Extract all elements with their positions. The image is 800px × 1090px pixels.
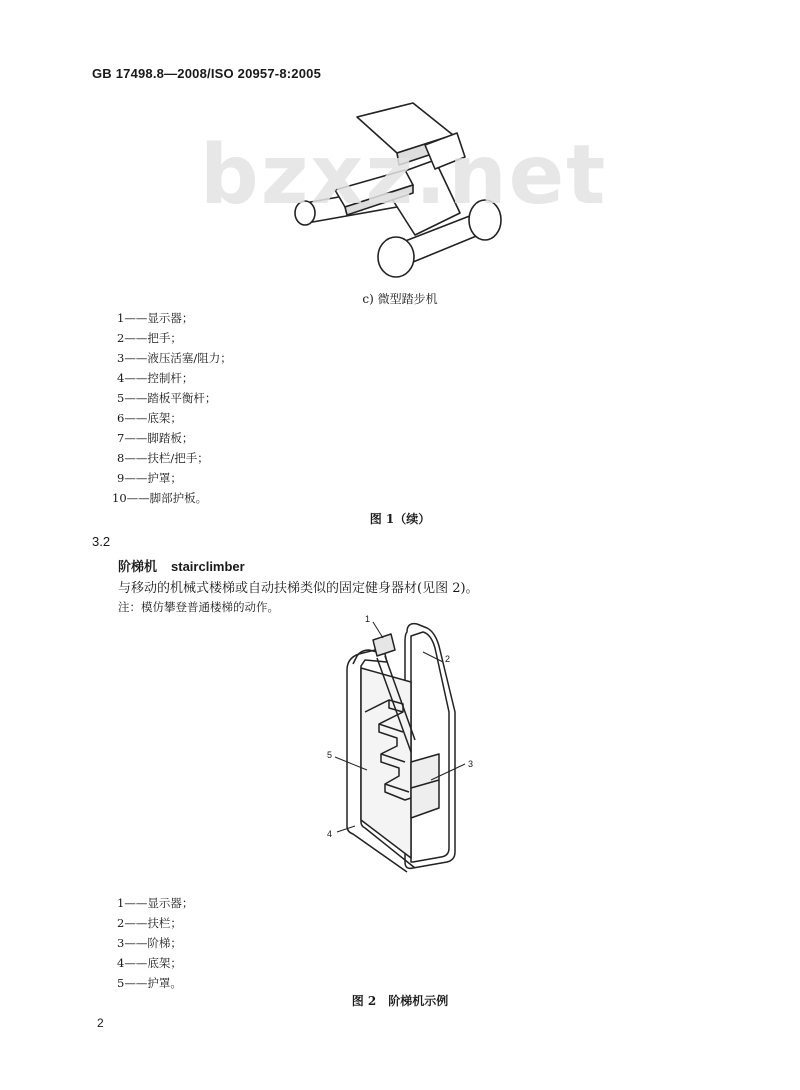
legend-item: 10——脚部护板。	[112, 491, 208, 505]
section-number: 3.2	[92, 534, 111, 549]
term-definition: 与移动的机械式楼梯或自动扶梯类似的固定健身器材(见图 2)。	[118, 581, 479, 596]
legend-item: 9——护罩；	[117, 471, 182, 485]
callout-3: 3	[468, 759, 474, 769]
legend-item: 5——护罩。	[117, 976, 182, 990]
legend-item: 1——显示器；	[117, 896, 194, 910]
legend-item: 4——底架；	[117, 956, 182, 970]
term-note: 注：模仿攀登普通楼梯的动作。	[118, 600, 279, 614]
watermark: bzxz.net	[200, 128, 608, 223]
term-english: stairclimber	[171, 559, 245, 574]
legend-item: 8——扶栏/把手；	[117, 451, 209, 465]
legend-item: 7——脚踏板；	[117, 431, 194, 445]
callout-1: 1	[365, 614, 371, 624]
legend-item: 2——扶栏；	[117, 916, 182, 930]
legend-item: 5——踏板平衡杆；	[117, 391, 217, 405]
page-number: 2	[97, 1016, 104, 1030]
callout-5: 5	[327, 750, 333, 760]
legend-item: 3——液压活塞/阻力；	[117, 351, 232, 365]
term-heading	[118, 556, 245, 575]
figure1-caption: 图 1（续）	[369, 512, 431, 526]
callout-2: 2	[445, 654, 451, 664]
figure2-caption: 图 2 阶梯机示例	[351, 994, 449, 1008]
legend-item: 2——把手；	[117, 331, 182, 345]
legend-item: 6——底架；	[117, 411, 182, 425]
figure1-legend	[112, 308, 232, 508]
figure2-legend	[117, 893, 193, 993]
callout-4: 4	[327, 829, 333, 839]
legend-item: 1——显示器；	[117, 311, 194, 325]
stairclimber-illustration	[315, 612, 495, 877]
term-chinese: 阶梯机	[118, 560, 158, 575]
legend-item: 4——控制杆；	[117, 371, 194, 385]
figure1-subcaption: c) 微型踏步机	[362, 292, 438, 306]
legend-item: 3——阶梯；	[117, 936, 182, 950]
standard-header: GB 17498.8—2008/ISO 20957-8:2005	[92, 66, 321, 81]
